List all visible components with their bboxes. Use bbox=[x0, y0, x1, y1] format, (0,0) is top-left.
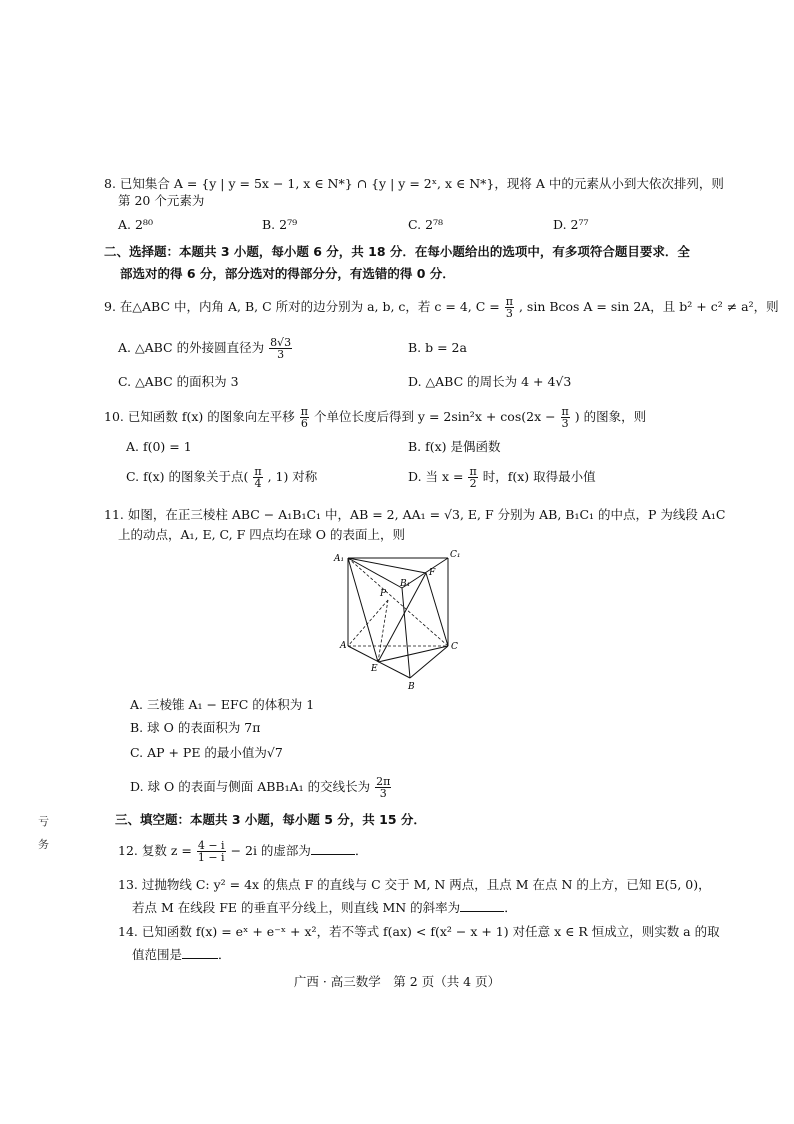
q14-answer-blank[interactable] bbox=[182, 946, 218, 959]
label-c: C bbox=[451, 642, 458, 652]
q8-stem-line2: 第 20 个元素为 bbox=[118, 193, 205, 208]
section2-heading: 二、选择题：本题共 3 小题，每小题 6 分，共 18 分．在每小题给出的选项中，有多项符合题目要求．全 bbox=[104, 244, 690, 259]
edge-a1b1 bbox=[348, 558, 402, 588]
edge-b1b bbox=[402, 588, 410, 678]
q10-option-d: D. 当 x = $\frac{\pi}{2}$ 时，f(x) 取得最小值 bbox=[408, 465, 596, 490]
q12-answer-blank[interactable] bbox=[311, 842, 355, 855]
label-a: A bbox=[340, 641, 347, 651]
q9-c-fraction: $\frac{\pi}{3}$ bbox=[505, 295, 513, 320]
q13-stem-line2: 若点 M 在线段 FE 的垂直平分线上，则直线 MN 的斜率为 ． bbox=[132, 900, 517, 915]
edge-a1e bbox=[348, 558, 378, 662]
edge-fc bbox=[426, 573, 448, 646]
margin-note-2: 务 bbox=[38, 838, 49, 851]
label-c1: C₁ bbox=[450, 550, 461, 560]
q14-stem-line1: 14. 已知函数 f(x) = eˣ + e⁻ˣ + x²，若不等式 f(ax) < f(x² − x + 1) 对任意 x ∈ R 恒成立，则实数 a 的取 bbox=[118, 924, 720, 939]
page-footer: 广西 · 高三数学 第 2 页（共 4 页） bbox=[293, 974, 501, 989]
q11-stem-line2: 上的动点，A₁, E, C, F 四点均在球 O 的表面上，则 bbox=[118, 527, 405, 542]
q13-answer-blank[interactable] bbox=[460, 899, 504, 912]
q9-stem: 9. 在△ABC 中，内角 A, B, C 所对的边分别为 a, b, c，若 c = 4, C = $\frac{\pi}{3}$ , sin Bcos A = sin 2A，且 b² + c² ≠ a²，则 bbox=[104, 295, 779, 320]
edge-a1f bbox=[348, 558, 426, 573]
section2-heading-line2: 部选对的得 6 分，部分选对的得部分分，有选错的得 0 分． bbox=[120, 266, 455, 281]
q13-stem-line1: 13. 过抛物线 C: y² = 4x 的焦点 F 的直线与 C 交于 M, N 两点，且点 M 在点 N 的上方，已知 E(5, 0)， bbox=[118, 877, 711, 892]
margin-note-1: 亏 bbox=[38, 815, 49, 828]
label-p: P bbox=[380, 589, 387, 599]
q10-option-c: C. f(x) 的图象关于点( $\frac{\pi}{4}$ , 1) 对称 bbox=[126, 465, 318, 490]
edge-ec bbox=[378, 646, 448, 662]
q12-stem: 12. 复数 z = $\frac{4 - i}{1 - i}$ − 2i 的虚部为 ． bbox=[118, 839, 368, 864]
q11-option-b: B. 球 O 的表面积为 7π bbox=[130, 720, 261, 735]
q8-stem-line1: 8. 已知集合 A = {y | y = 5x − 1, x ∈ N*} ∩ {y | y = 2ˣ, x ∈ N*}，现将 A 中的元素从小到大依次排列，则 bbox=[104, 176, 724, 191]
q14-stem-line2: 值范围是 ． bbox=[132, 947, 231, 962]
q11-option-d: D. 球 O 的表面与侧面 ABB₁A₁ 的交线长为 $\frac{2\pi}{3}$ bbox=[130, 775, 391, 800]
prism-figure bbox=[330, 548, 470, 696]
q8-option-b: B. 2⁷⁹ bbox=[262, 217, 298, 232]
q9-a-fraction: $\frac{8√3}{3}$ bbox=[270, 336, 292, 361]
q8-option-c: C. 2⁷⁸ bbox=[408, 217, 444, 232]
q8-option-a: A. 2⁸⁰ bbox=[118, 217, 153, 232]
q11-option-a: A. 三棱锥 A₁ − EFC 的体积为 1 bbox=[130, 697, 315, 712]
label-e: E bbox=[371, 664, 378, 674]
q9-option-c: C. △ABC 的面积为 3 bbox=[118, 374, 239, 389]
q10-option-b: B. f(x) 是偶函数 bbox=[408, 439, 501, 454]
q9-option-a: A. △ABC 的外接圆直径为 $\frac{8√3}{3}$ bbox=[118, 336, 292, 361]
label-b: B bbox=[408, 682, 415, 692]
q10-stem: 10. 已知函数 f(x) 的图象向左平移 $\frac{\pi}{6}$ 个单位长度后得到 y = 2sin²x + cos(2x − $\frac{\pi}{3}$ ) 的图象，则 bbox=[104, 405, 647, 430]
label-b1: B₁ bbox=[400, 579, 411, 589]
q10-option-a: A. f(0) = 1 bbox=[126, 439, 192, 454]
label-a1: A₁ bbox=[334, 554, 345, 564]
q11-option-c: C. AP + PE 的最小值为√7 bbox=[130, 745, 283, 760]
q9-option-b: B. b = 2a bbox=[408, 340, 467, 355]
section3-heading: 三、填空题：本题共 3 小题，每小题 5 分，共 15 分． bbox=[115, 812, 426, 827]
q11-stem-line1: 11. 如图，在正三棱柱 ABC − A₁B₁C₁ 中，AB = 2, AA₁ = √3, E, F 分别为 AB, B₁C₁ 的中点，P 为线段 A₁C bbox=[104, 507, 726, 522]
edge-pa-hidden bbox=[348, 600, 388, 646]
label-f: F bbox=[429, 568, 436, 578]
q8-option-d: D. 2⁷⁷ bbox=[553, 217, 589, 232]
q9-option-d: D. △ABC 的周长为 4 + 4√3 bbox=[408, 374, 572, 389]
